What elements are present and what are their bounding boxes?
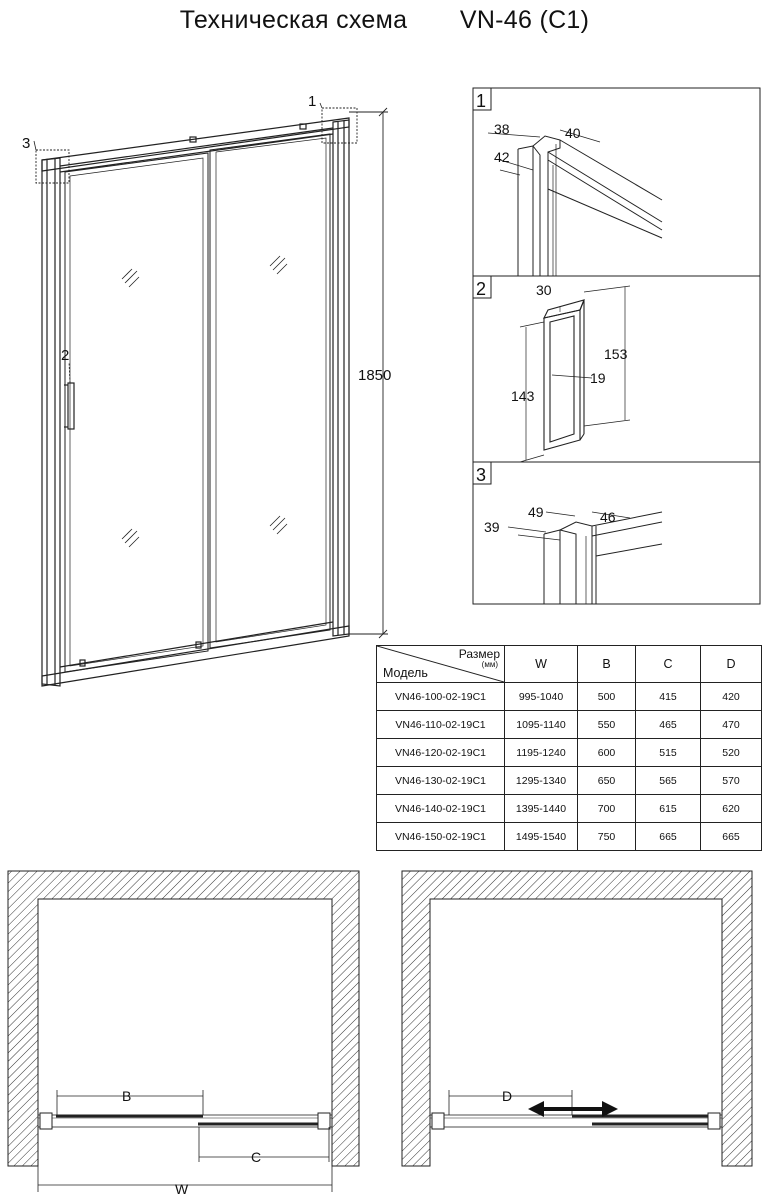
callout-box-1: [322, 108, 357, 143]
header-unit-label: (мм): [481, 660, 498, 669]
cell-w: 995-1040: [505, 683, 578, 711]
callout-1-label: 1: [308, 93, 317, 110]
cell-d: 520: [701, 739, 762, 767]
table-corner-header: [377, 646, 505, 683]
dim-19: 19: [590, 370, 606, 386]
col-header-W: W: [505, 646, 578, 683]
col-header-B: B: [578, 646, 636, 683]
table-row: [377, 767, 762, 795]
callout-box-3: [36, 150, 69, 183]
cell-model: VN46-140-02-19C1: [377, 795, 505, 823]
cell-c: 465: [636, 711, 701, 739]
detail-1-drawing: [488, 130, 662, 276]
plan-dim-D: D: [502, 1088, 513, 1104]
cell-w: 1395-1440: [505, 795, 578, 823]
cell-c: 515: [636, 739, 701, 767]
dim-38: 38: [494, 121, 510, 137]
cell-model: VN46-150-02-19C1: [377, 823, 505, 851]
table-row: [377, 683, 762, 711]
bottom-rail: [42, 626, 349, 686]
cell-model: VN46-130-02-19C1: [377, 767, 505, 795]
glass-reflection-marks: [122, 256, 287, 547]
floor-plan-right: [402, 871, 752, 1166]
cell-b: 500: [578, 683, 636, 711]
dim-153: 153: [604, 346, 628, 362]
detail-3-drawing: [508, 512, 662, 604]
detail-2-number: 2: [476, 279, 487, 299]
dim-42: 42: [494, 149, 510, 165]
cell-w: 1095-1140: [505, 711, 578, 739]
plan-dim-B: B: [122, 1088, 132, 1104]
plan-dim-C: C: [251, 1149, 262, 1165]
dim-30: 30: [536, 282, 552, 298]
cell-w: 1495-1540: [505, 823, 578, 851]
cell-b: 700: [578, 795, 636, 823]
cell-b: 550: [578, 711, 636, 739]
col-header-C: C: [636, 646, 701, 683]
dim-143: 143: [511, 388, 535, 404]
cell-d: 470: [701, 711, 762, 739]
dim-49: 49: [528, 504, 544, 520]
cell-w: 1195-1240: [505, 739, 578, 767]
sliding-glass-panel: [210, 134, 330, 648]
table-row: [377, 739, 762, 767]
top-rail: [42, 118, 349, 171]
cell-b: 750: [578, 823, 636, 851]
cell-b: 650: [578, 767, 636, 795]
table-row: [377, 711, 762, 739]
callout-3-label: 3: [22, 135, 31, 152]
title-model: VN-46 (C1): [459, 6, 590, 34]
dim-39: 39: [484, 519, 500, 535]
height-label: 1850: [358, 367, 392, 384]
cell-model: VN46-110-02-19C1: [377, 711, 505, 739]
header-size-label: Размер: [458, 647, 500, 661]
spec-table-body: [377, 683, 762, 851]
cell-c: 615: [636, 795, 701, 823]
cell-model: VN46-120-02-19C1: [377, 739, 505, 767]
cell-d: 420: [701, 683, 762, 711]
cell-d: 620: [701, 795, 762, 823]
detail-2-drawing: [520, 286, 630, 462]
table-row: [377, 795, 762, 823]
cell-b: 600: [578, 739, 636, 767]
detail-3-number: 3: [476, 465, 487, 485]
plan-dim-W: W: [175, 1181, 189, 1197]
cell-model: VN46-100-02-19C1: [377, 683, 505, 711]
header-model-label: Модель: [383, 666, 428, 680]
left-profile: [42, 158, 60, 686]
col-header-D: D: [701, 646, 762, 683]
title-main: Техническая схема: [179, 6, 408, 34]
spec-table: [376, 645, 762, 851]
table-row: [377, 823, 762, 851]
detail-1-number: 1: [476, 91, 487, 111]
floor-plan-left: [8, 871, 359, 1192]
fixed-glass-panel: [65, 153, 208, 672]
right-profile: [333, 120, 349, 636]
cell-c: 415: [636, 683, 701, 711]
cell-c: 665: [636, 823, 701, 851]
door-front-view: [34, 103, 388, 686]
dim-46: 46: [600, 509, 616, 525]
dim-40: 40: [565, 125, 581, 141]
callout-2-label: 2: [61, 347, 70, 364]
cell-d: 570: [701, 767, 762, 795]
cell-d: 665: [701, 823, 762, 851]
cell-c: 565: [636, 767, 701, 795]
cell-w: 1295-1340: [505, 767, 578, 795]
